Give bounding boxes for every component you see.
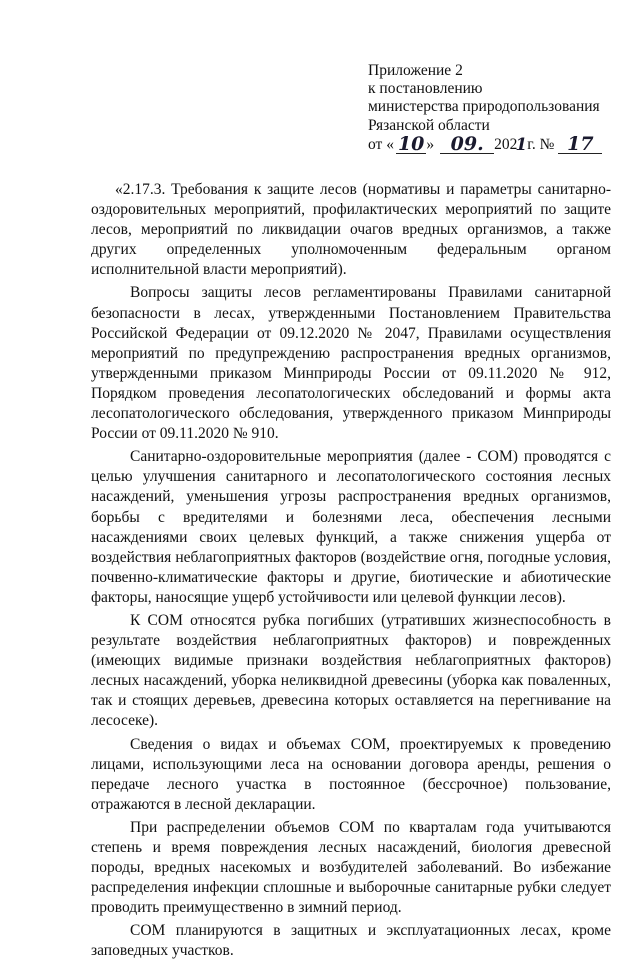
date-prefix: от «	[368, 135, 394, 153]
handwritten-month: 09.	[440, 135, 494, 154]
handwritten-year-digit: 1	[515, 134, 528, 155]
ministry-name: министерства природопользования	[368, 98, 600, 116]
date-close-quote: »	[426, 135, 435, 153]
paragraph-som-types: К СОМ относятся рубка погибших (утративших жизнеспособность в результате воздействия неблагоприятных факторов) и поврежденных (имеющих видимые признаки воздействия неблагоприятных факторов) лесных насаждений, уборка неликвидной древесины (уборка как поваленных, так и стоящих деревьев, древесина которых оставляется на перегнивание на лесосеке).	[91, 611, 611, 730]
date-number-line	[368, 132, 628, 155]
paragraph-som-declaration: Сведения о видах и объемах СОМ, проектируемых к проведению лицами, использующими леса на основании договора аренды, решения о передаче лесного участка в постоянное (бессрочное) пользование, отражаются в лесной декларации.	[91, 735, 611, 813]
document-body	[91, 180, 611, 965]
appendix-ref-line: к постановлению	[368, 80, 483, 98]
paragraph-som-planning: СОМ планируются в защитных и эксплуатационных лесах, кроме заповедных участков.	[91, 922, 611, 960]
handwritten-day: 10	[397, 132, 425, 155]
appendix-title: Приложение 2	[368, 62, 463, 79]
region-name: Рязанской области	[368, 116, 490, 134]
paragraph-som-distribution: При распределении объемов СОМ по кварталам года учитываются степень и время повреждения лесных насаждений, биология древесной породы, вредных насекомых и возбудителей заболеваний. Во избежание распределения инфекции сплошные и выборочные санитарные рубки следует проводить преимущественно в зимний период.	[91, 818, 611, 917]
handwritten-doc-number: 17	[558, 135, 602, 154]
year-suffix-number-sign: г. №	[527, 135, 555, 153]
paragraph-section-title: «2.17.3. Требования к защите лесов (нормативы и параметры санитарно-оздоровительных мероприятий, профилактических мероприятий по защите лесов, мероприятий по ликвидации очагов вредных организмов, а также других определенных уполномоченным федеральным органом исполнительной власти мероприятий).	[91, 181, 611, 279]
paragraph-regulations: Вопросы защиты лесов регламентированы Правилами санитарной безопасности в лесах, утвержденными Постановлением Правительства Российской Федерации от 09.12.2020 № 2047, Правилами осуществления мероприятий по предупреждению распространения вредных организмов, утвержденными приказом Минприроды России от 09.11.2020 № 912, Порядком проведения лесопатологических обследований и формы акта лесопатологического обследования, утвержденного приказом Минприроды России от 09.11.2020 № 910.	[91, 284, 611, 443]
paragraph-som-definition: Санитарно-оздоровительные мероприятия (далее - СОМ) проводятся с целью улучшения санитарного и лесопатологического состояния лесных насаждений, уменьшения угрозы распространения вредных организмов, борьбы с вредителями и болезнями леса, обеспечения лесными насаждениями своих целевых функций, а также снижения ущерба от воздействия неблагоприятных факторов (воздействие огня, погодные условия, почвенно-климатические факторы и другие, биотические и абиотические факторы, наносящие ущерб устойчивости или целевой функции лесов).	[91, 448, 611, 606]
year-prefix: 202	[494, 135, 518, 153]
appendix-header	[368, 62, 628, 154]
